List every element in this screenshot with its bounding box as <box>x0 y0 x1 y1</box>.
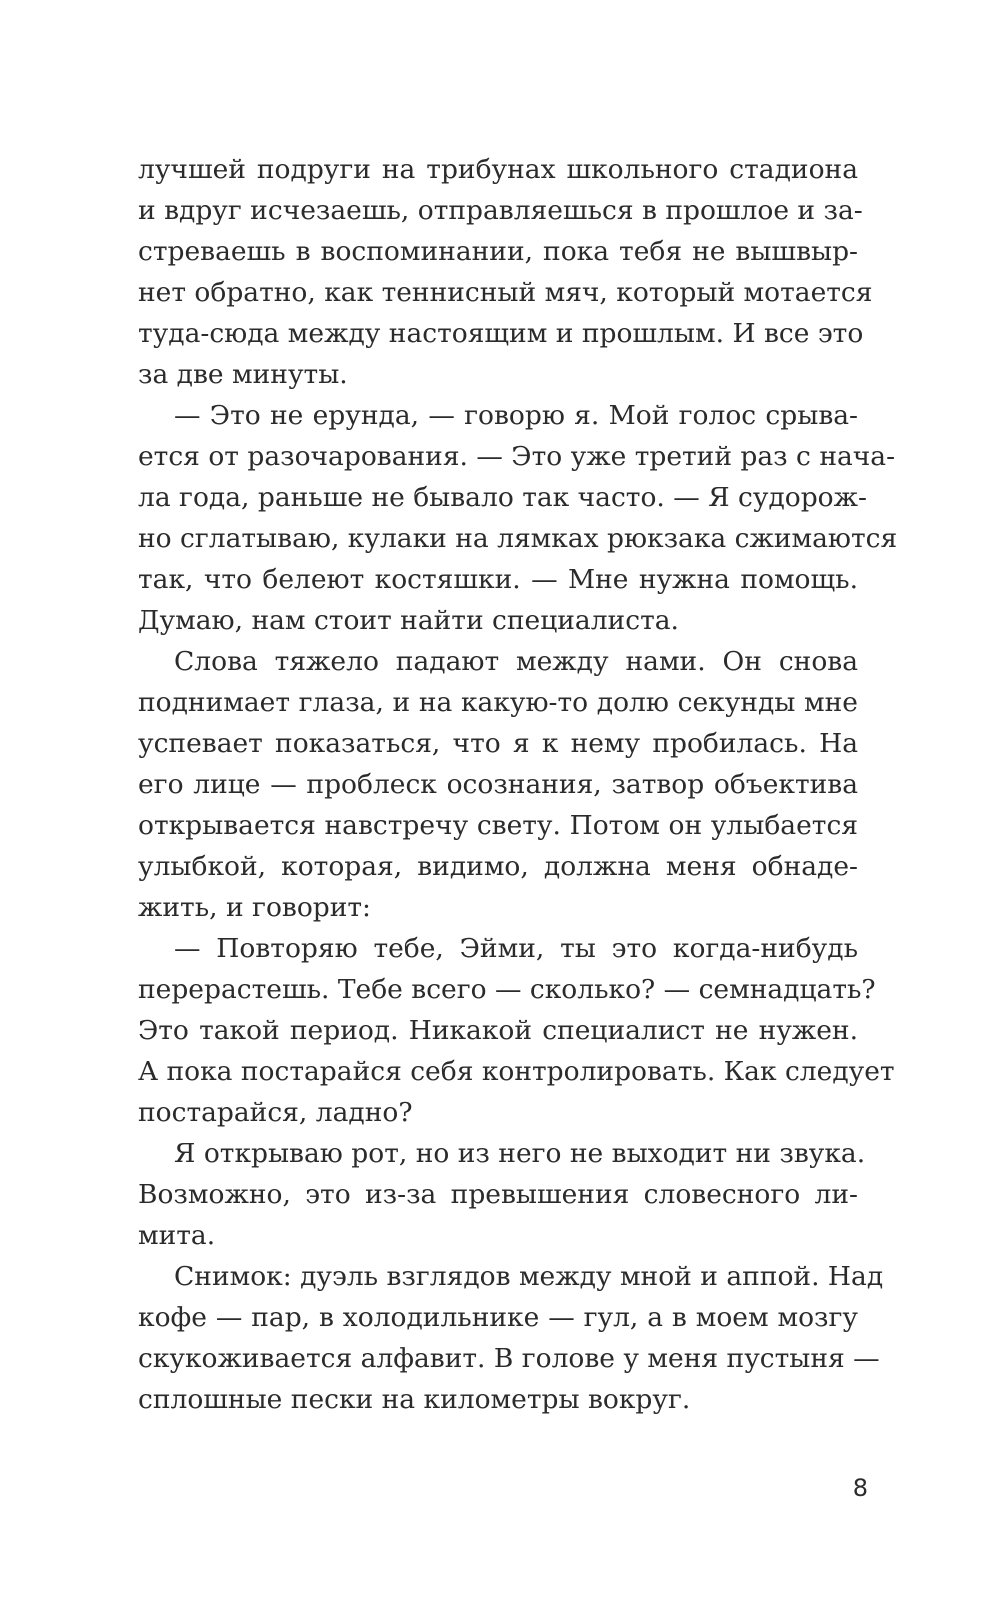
text-line: Слова тяжело падают между нами. Он снова <box>174 646 858 677</box>
text-line: мита. <box>138 1220 216 1251</box>
text-line: успевает показаться, что я к нему пробилась. На <box>138 728 858 759</box>
text-line: Возможно, это из-за превышения словесного ли- <box>138 1179 858 1210</box>
text-line: жить, и говорит: <box>138 892 371 923</box>
text-line: скукоживается алфавит. В голове у меня пустыня — <box>138 1343 880 1374</box>
text-line: поднимает глаза, и на какую-то долю секунды мне <box>138 687 858 718</box>
text-line: нет обратно, как теннисный мяч, который мотается <box>138 277 873 308</box>
text-line: и вдруг исчезаешь, отправляешься в прошлое и за- <box>138 195 863 226</box>
text-line: стреваешь в воспоминании, пока тебя не вышвыр- <box>138 236 858 267</box>
text-line: ется от разочарования. — Это уже третий раз с нача- <box>138 441 896 472</box>
text-line: за две минуты. <box>138 359 348 390</box>
text-line: улыбкой, которая, видимо, должна меня обнаде- <box>138 851 858 882</box>
text-line: Это такой период. Никакой специалист не нужен. <box>138 1015 858 1046</box>
text-line: — Это не ерунда, — говорю я. Мой голос срыва- <box>174 400 858 431</box>
text-line: — Повторяю тебе, Эйми, ты это когда-нибудь <box>174 933 858 964</box>
page-number: 8 <box>852 1474 868 1502</box>
text-line: ла года, раньше не бывало так часто. — Я судорож- <box>138 482 867 513</box>
text-line: кофе — пар, в холодильнике — гул, а в моем мозгу <box>138 1302 858 1333</box>
text-line: туда-сюда между настоящим и прошлым. И все это <box>138 318 864 349</box>
text-line: его лице — проблеск осознания, затвор объектива <box>138 769 858 800</box>
text-line: так, что белеют костяшки. — Мне нужна помощь. <box>138 564 858 595</box>
text-line: лучшей подруги на трибунах школьного стадиона <box>138 154 858 185</box>
text-line: постарайся, ладно? <box>138 1097 413 1128</box>
text-line: Думаю, нам стоит найти специалиста. <box>138 605 679 636</box>
text-line: перерастешь. Тебе всего — сколько? — семнадцать? <box>138 974 876 1005</box>
text-line: сплошные пески на километры вокруг. <box>138 1384 691 1415</box>
body-text <box>138 149 898 1420</box>
text-line: Я открываю рот, но из него не выходит ни звука. <box>174 1138 866 1169</box>
text-line: но сглатываю, кулаки на лямках рюкзака сжимаются <box>138 523 898 554</box>
text-line: открывается навстречу свету. Потом он улыбается <box>138 810 858 841</box>
text-line: А пока постарайся себя контролировать. Как следует <box>138 1056 895 1087</box>
text-line: Снимок: дуэль взглядов между мной и аппой. Над <box>174 1261 884 1292</box>
